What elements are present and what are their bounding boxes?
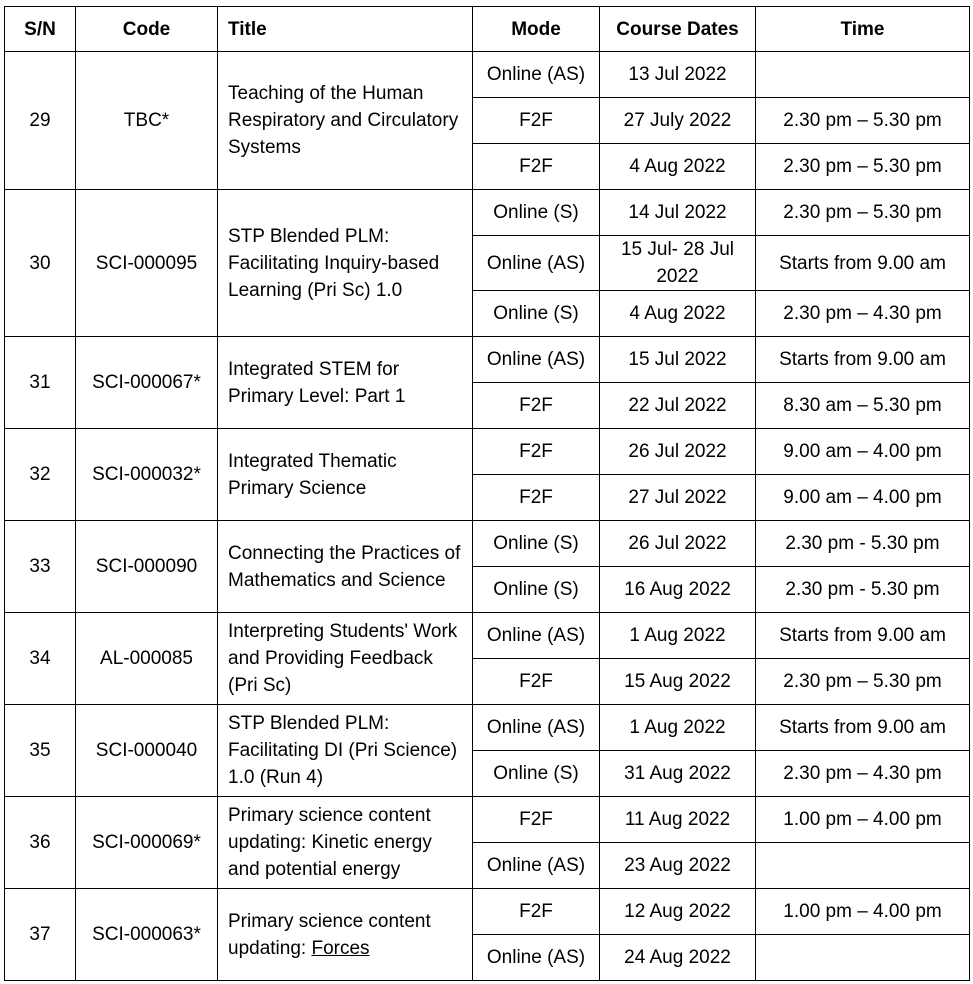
session-mode: Online (AS) bbox=[473, 236, 600, 291]
session-time bbox=[756, 843, 970, 889]
course-sn: 37 bbox=[5, 889, 76, 981]
session-mode: F2F bbox=[473, 144, 600, 190]
session-mode: F2F bbox=[473, 797, 600, 843]
header-title: Title bbox=[218, 7, 473, 52]
session-time bbox=[756, 935, 970, 981]
session-mode: Online (AS) bbox=[473, 705, 600, 751]
session-date: 22 Jul 2022 bbox=[600, 383, 756, 429]
session-time: 9.00 am – 4.00 pm bbox=[756, 475, 970, 521]
course-sn: 29 bbox=[5, 52, 76, 190]
course-schedule-table bbox=[4, 6, 970, 981]
session-time: 2.30 pm – 5.30 pm bbox=[756, 659, 970, 705]
session-date: 16 Aug 2022 bbox=[600, 567, 756, 613]
course-code: SCI-000090 bbox=[76, 521, 218, 613]
course-title: Connecting the Practices of Mathematics and Science bbox=[218, 521, 473, 613]
course-code: AL-000085 bbox=[76, 613, 218, 705]
session-date: 13 Jul 2022 bbox=[600, 52, 756, 98]
course-sn: 35 bbox=[5, 705, 76, 797]
session-time: 2.30 pm – 5.30 pm bbox=[756, 190, 970, 236]
course-code: SCI-000067* bbox=[76, 337, 218, 429]
course-sn: 34 bbox=[5, 613, 76, 705]
session-mode: F2F bbox=[473, 659, 600, 705]
course-code: SCI-000063* bbox=[76, 889, 218, 981]
course-title bbox=[218, 889, 473, 981]
table-row bbox=[5, 521, 970, 567]
header-row bbox=[5, 7, 970, 52]
session-date: 14 Jul 2022 bbox=[600, 190, 756, 236]
session-date: 15 Aug 2022 bbox=[600, 659, 756, 705]
course-title-text: Primary science content updating: bbox=[228, 910, 431, 959]
session-time: 2.30 pm – 5.30 pm bbox=[756, 144, 970, 190]
table-row bbox=[5, 889, 970, 935]
course-code: SCI-000069* bbox=[76, 797, 218, 889]
session-time: 2.30 pm – 5.30 pm bbox=[756, 98, 970, 144]
table-row bbox=[5, 429, 970, 475]
course-sn: 31 bbox=[5, 337, 76, 429]
session-time: Starts from 9.00 am bbox=[756, 337, 970, 383]
session-mode: Online (AS) bbox=[473, 52, 600, 98]
header-time: Time bbox=[756, 7, 970, 52]
session-time: 2.30 pm - 5.30 pm bbox=[756, 521, 970, 567]
session-date: 12 Aug 2022 bbox=[600, 889, 756, 935]
session-date: 23 Aug 2022 bbox=[600, 843, 756, 889]
table-row bbox=[5, 190, 970, 236]
header-course-dates: Course Dates bbox=[600, 7, 756, 52]
session-mode: F2F bbox=[473, 429, 600, 475]
session-time: Starts from 9.00 am bbox=[756, 705, 970, 751]
course-title: STP Blended PLM: Facilitating DI (Pri Science) 1.0 (Run 4) bbox=[218, 705, 473, 797]
course-sn: 30 bbox=[5, 190, 76, 337]
session-time: 8.30 am – 5.30 pm bbox=[756, 383, 970, 429]
table-row bbox=[5, 337, 970, 383]
course-sn: 36 bbox=[5, 797, 76, 889]
session-date: 26 Jul 2022 bbox=[600, 429, 756, 475]
session-mode: Online (S) bbox=[473, 751, 600, 797]
session-mode: F2F bbox=[473, 475, 600, 521]
session-date: 27 Jul 2022 bbox=[600, 475, 756, 521]
session-date: 1 Aug 2022 bbox=[600, 705, 756, 751]
session-mode: F2F bbox=[473, 889, 600, 935]
course-title: Integrated Thematic Primary Science bbox=[218, 429, 473, 521]
session-mode: F2F bbox=[473, 383, 600, 429]
course-code: SCI-000032* bbox=[76, 429, 218, 521]
table-row bbox=[5, 705, 970, 751]
session-date: 15 Jul- 28 Jul 2022 bbox=[600, 236, 756, 291]
session-time: 2.30 pm – 4.30 pm bbox=[756, 751, 970, 797]
session-time: 2.30 pm - 5.30 pm bbox=[756, 567, 970, 613]
course-code: TBC* bbox=[76, 52, 218, 190]
session-time: 2.30 pm – 4.30 pm bbox=[756, 291, 970, 337]
course-title: Integrated STEM for Primary Level: Part 1 bbox=[218, 337, 473, 429]
session-mode: Online (AS) bbox=[473, 843, 600, 889]
table-row bbox=[5, 52, 970, 98]
session-mode: Online (S) bbox=[473, 567, 600, 613]
table-row bbox=[5, 797, 970, 843]
session-date: 27 July 2022 bbox=[600, 98, 756, 144]
course-title: Teaching of the Human Respiratory and Circulatory Systems bbox=[218, 52, 473, 190]
session-date: 24 Aug 2022 bbox=[600, 935, 756, 981]
session-time: 9.00 am – 4.00 pm bbox=[756, 429, 970, 475]
course-title: STP Blended PLM: Facilitating Inquiry-based Learning (Pri Sc) 1.0 bbox=[218, 190, 473, 337]
course-title: Primary science content updating: Kinetic energy and potential energy bbox=[218, 797, 473, 889]
session-time: 1.00 pm – 4.00 pm bbox=[756, 797, 970, 843]
header-sn: S/N bbox=[5, 7, 76, 52]
session-date: 26 Jul 2022 bbox=[600, 521, 756, 567]
course-code: SCI-000095 bbox=[76, 190, 218, 337]
session-time bbox=[756, 52, 970, 98]
session-time: Starts from 9.00 am bbox=[756, 613, 970, 659]
session-time: Starts from 9.00 am bbox=[756, 236, 970, 291]
session-mode: Online (S) bbox=[473, 521, 600, 567]
session-mode: Online (AS) bbox=[473, 337, 600, 383]
session-mode: Online (AS) bbox=[473, 935, 600, 981]
session-date: 4 Aug 2022 bbox=[600, 291, 756, 337]
header-code: Code bbox=[76, 7, 218, 52]
header-mode: Mode bbox=[473, 7, 600, 52]
session-mode: F2F bbox=[473, 98, 600, 144]
session-date: 11 Aug 2022 bbox=[600, 797, 756, 843]
session-date: 1 Aug 2022 bbox=[600, 613, 756, 659]
session-date: 15 Jul 2022 bbox=[600, 337, 756, 383]
course-sn: 32 bbox=[5, 429, 76, 521]
course-code: SCI-000040 bbox=[76, 705, 218, 797]
course-title: Interpreting Students' Work and Providing Feedback (Pri Sc) bbox=[218, 613, 473, 705]
session-mode: Online (S) bbox=[473, 291, 600, 337]
session-mode: Online (S) bbox=[473, 190, 600, 236]
course-title-underlined: Forces bbox=[311, 937, 370, 959]
table-row bbox=[5, 613, 970, 659]
session-date: 31 Aug 2022 bbox=[600, 751, 756, 797]
session-mode: Online (AS) bbox=[473, 613, 600, 659]
course-sn: 33 bbox=[5, 521, 76, 613]
session-time: 1.00 pm – 4.00 pm bbox=[756, 889, 970, 935]
session-date: 4 Aug 2022 bbox=[600, 144, 756, 190]
